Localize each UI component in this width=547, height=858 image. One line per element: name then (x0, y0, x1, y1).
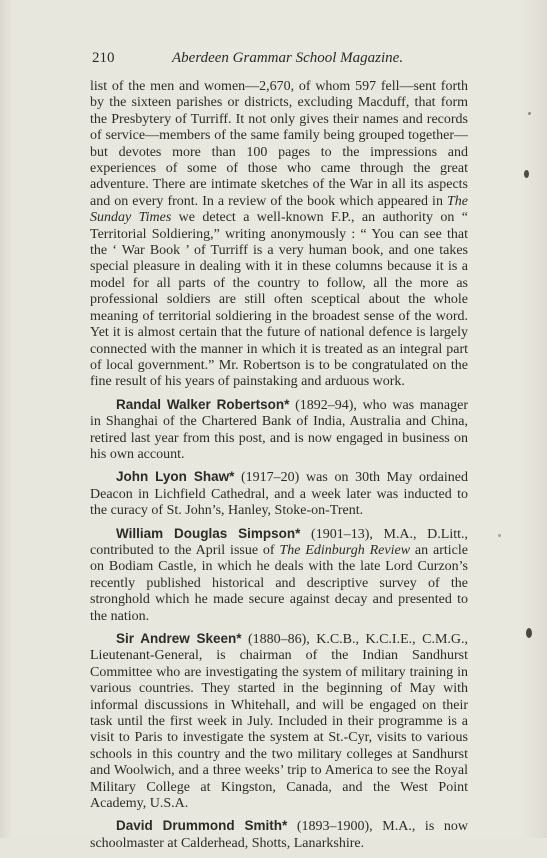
entry-text: an article on Bodiam Castle, in which he deals with the late Lord Curzon’s recently published historical and descriptive survey of the stronghold which he made secure against decay and presented to the nation. (90, 542, 468, 624)
publication-title: The Edinburgh Review (279, 542, 411, 558)
person-name: Sir Andrew Skeen* (116, 631, 242, 646)
article-body (90, 79, 468, 858)
entry-text: (1880–86), K.C.B., K.C.I.E., C.M.G., Lieutenant-General, is chairman of the Indian Sandhurst Committee who are investigating the system of military training in various countries. They started in the beginning of May with informal discussions in Whitehall, and will be engaged on their task until the first week in July. Included in their programme is a visit to Paris to investigate the system at St.-Cyr, visits to various schools in this country and the two military colleges at Sandhurst and Woolwich, and a three weeks’ trip to America to see the Royal Military College at Kingston, Canada, and the West Point Academy, U.S.A. (90, 632, 469, 812)
entry-text: (1893–1900), M.A., is now schoolmaster at Calderhead, Shotts, Lanarkshire. (90, 819, 468, 851)
entry-text: (1901–13), M.A., D.Litt., contributed to the April issue of (90, 526, 468, 558)
entry-text: (1917–20) was on 30th May ordained Deacon in Lichfield Cathedral, and a week later was inducted to the curacy of St. John’s, Hanley, Stoke-on-Trent. (90, 470, 468, 519)
entry-randal-walker-robertson (90, 397, 468, 464)
page-number: 210 (92, 50, 115, 66)
entry-william-douglas-simpson (90, 526, 468, 625)
page-header (92, 50, 472, 70)
paragraph-turriff-war-book (90, 79, 468, 391)
paper-speck (524, 170, 529, 178)
paragraph-text: list of the men and women—2,670, of whom 597 fell—sent forth by the sixteen parishes or districts, excluding Macduff, that form the Presbytery of Turriff. It not only gives their names and records of service—members of the same family being grouped together—but devotes more than 100 pages to the impressions and experiences of some of those who came through the great adventure. There are intimate sketches of the War in all its aspects and on every front. In a review of the book which appeared in (90, 79, 468, 209)
entry-text: (1892–94), who was manager in Shanghai of the Chartered Bank of India, Australia and China, retired last year from this post, and is now engaged in business on his own account. (90, 397, 468, 462)
paper-speck (528, 112, 531, 115)
publication-title: The Sunday Times (90, 193, 468, 226)
paper-speck (526, 628, 532, 638)
entry-john-lyon-shaw (90, 469, 468, 519)
entry-david-drummond-smith (90, 818, 468, 852)
entry-sir-andrew-skeen (90, 631, 468, 812)
paper-speck (498, 534, 501, 537)
person-name: John Lyon Shaw* (116, 469, 235, 485)
person-name: Randal Walker Robertson* (116, 396, 290, 412)
person-name: David Drummond Smith* (116, 818, 288, 834)
paragraph-text: we detect a well-known F.P., an authority on “ Territorial Soldiering,” writing anonymously : “ You can see that the ‘ War Book ’ of Turriff is a very human book, and one takes special pleasure in dealing with it in these columns because it is a model for all parts of the country to follow, all the more as professional soldiers are still often sceptical about the whole meaning of territorial soldiering in the broadest sense of the word. Yet it is almost certain that the future of national defence is largely connected with the manner in which it is treated as an integral part of local government.” Mr. Robertson is to be congratulated on the fine result of his years of painstaking and arduous work. (90, 210, 468, 390)
person-name: William Douglas Simpson* (116, 525, 301, 541)
running-title: Aberdeen Grammar School Magazine. (172, 50, 404, 66)
